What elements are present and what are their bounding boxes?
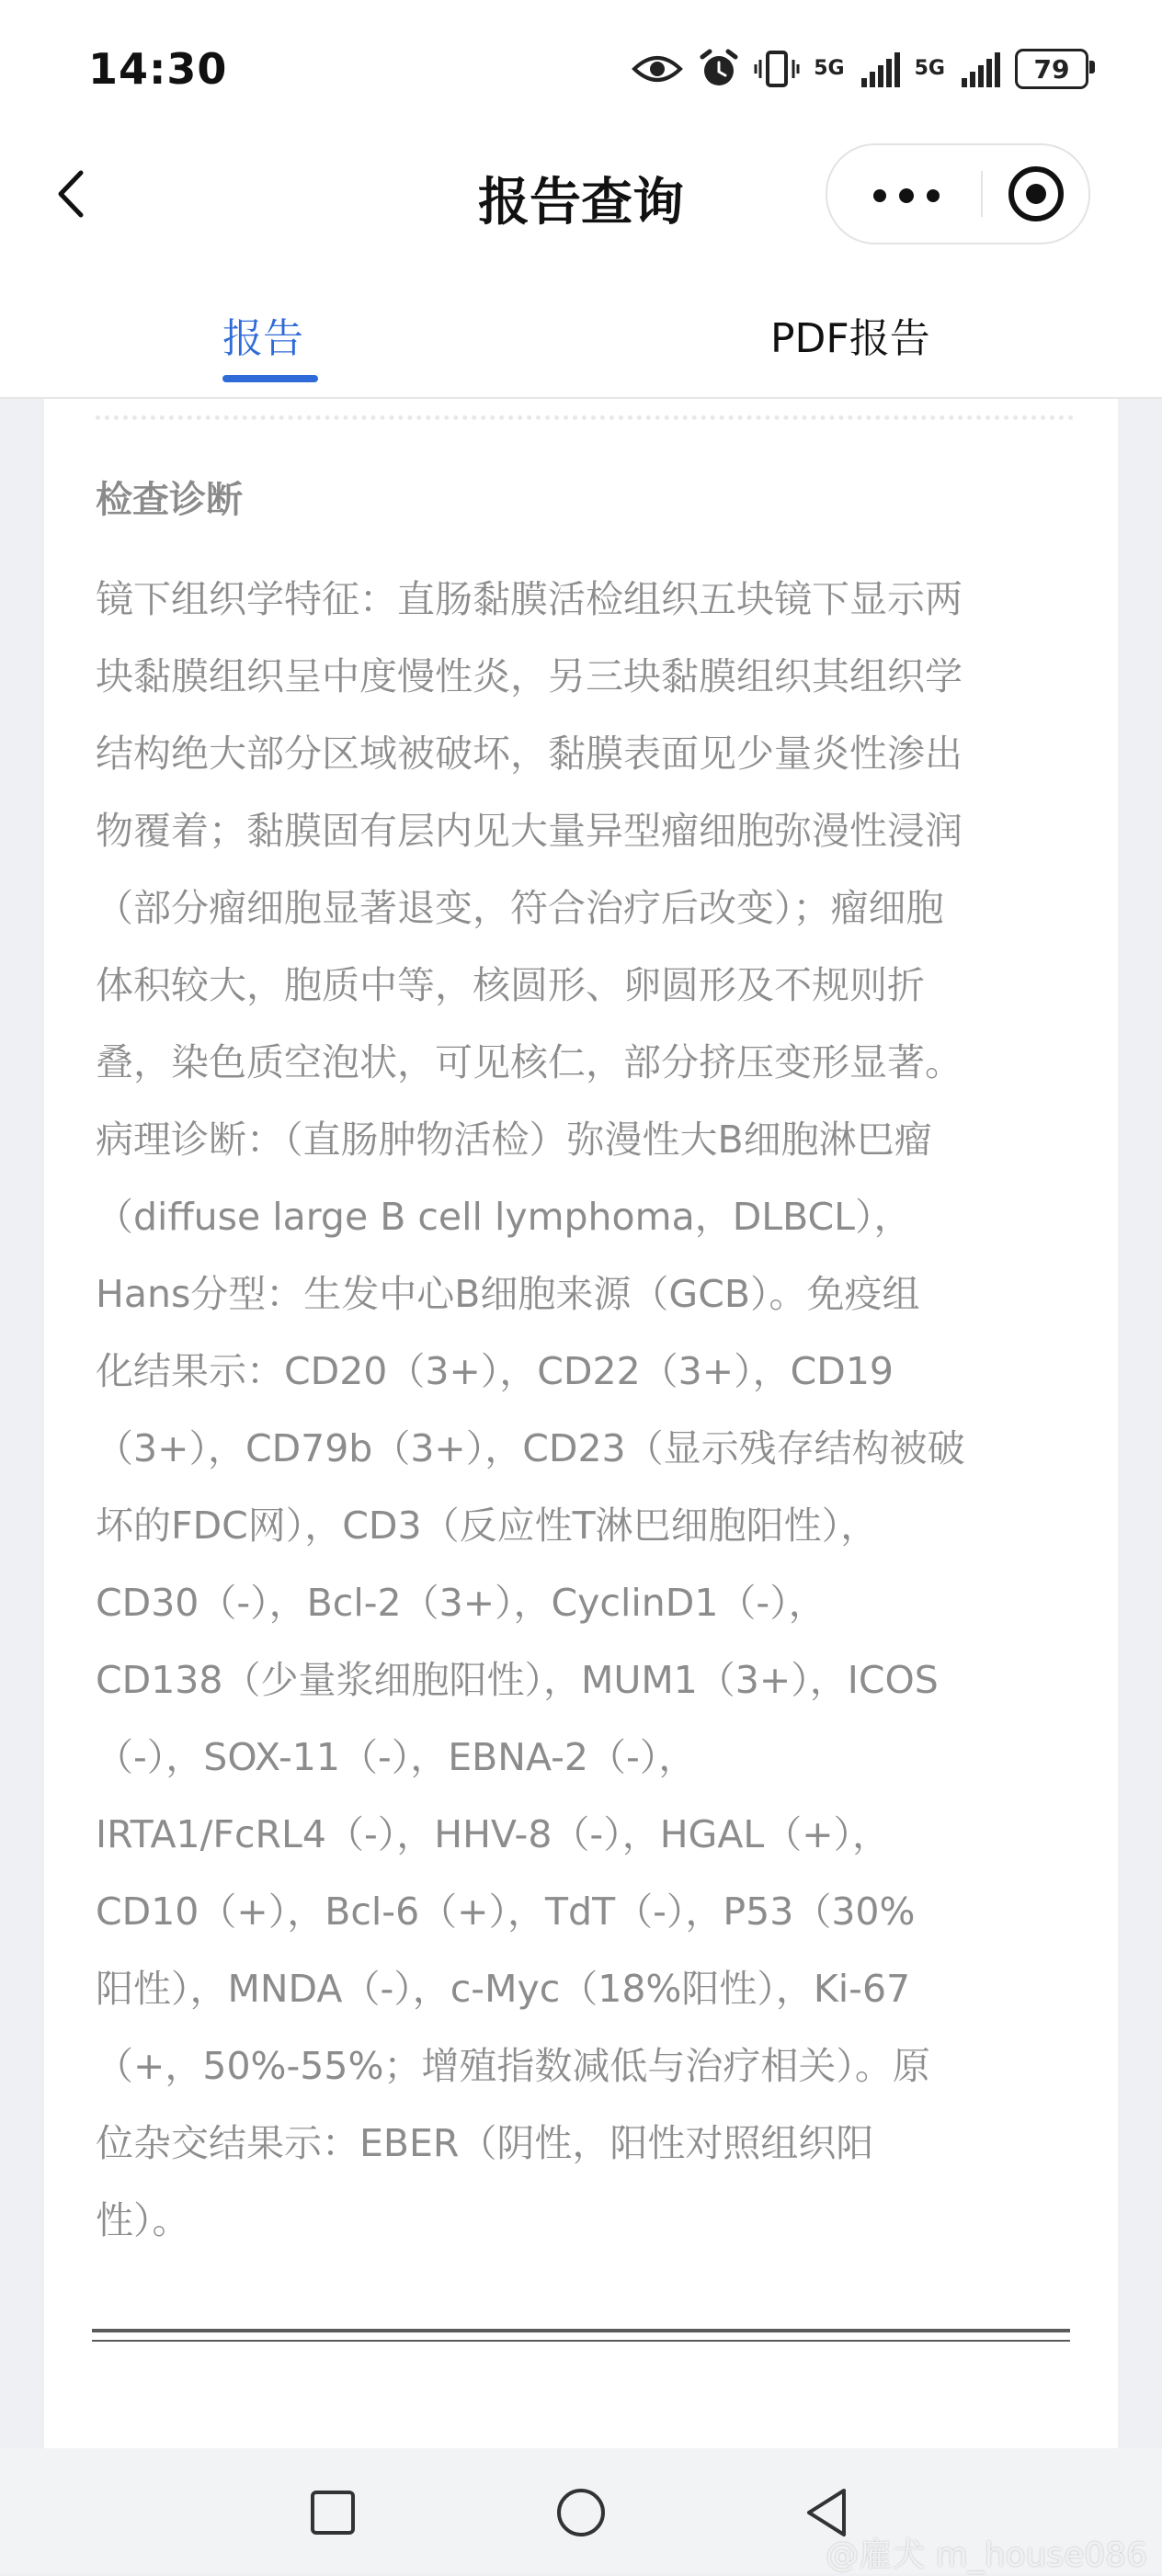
diagnosis-line: （+，50%-55%；增殖指数减低与治疗相关）。原 [96,2044,930,2088]
home-button[interactable] [552,2483,610,2542]
diagnosis-line: CD138（少量浆细胞阳性），MUM1（3+），ICOS [96,1658,939,1702]
eye-icon [632,51,683,87]
diagnosis-line: 阳性），MNDA（-），c-Myc（18%阳性），Ki-67 [96,1967,911,2011]
diagnosis-line: 坏的FDC网），CD3（反应性T淋巴细胞阳性）， [96,1504,879,1548]
close-miniprogram-button[interactable] [985,145,1087,243]
diagnosis-line: 结构绝大部分区域被破坏，黏膜表面见少量炎性渗出 [96,732,963,776]
diagnosis-line: （部分瘤细胞显著退变，符合治疗后改变）；瘤细胞 [96,886,944,930]
diagnosis-line: 体积较大，胞质中等，核圆形、卵圆形及不规则折 [96,963,925,1007]
tab-bar [0,250,1162,399]
diagnosis-line: IRTA1/FcRL4（-），HHV-8（-），HGAL（+）， [96,1812,891,1856]
vibrate-icon [755,49,799,89]
more-button[interactable] [827,145,958,243]
network-type-2: 5G [914,57,945,80]
section-divider-bottom [92,2340,1070,2342]
status-bar [0,0,1162,138]
circle-icon [552,2483,610,2542]
tab-report[interactable]: 报告 [222,315,303,362]
diagnosis-line: （3+），CD79b（3+），CD23（显示残存结构被破 [96,1426,965,1470]
battery-level: 79 [1033,53,1070,85]
diagnosis-text [96,561,1116,2242]
section-title: 检查诊断 [96,479,243,521]
dotted-divider [96,415,1074,420]
title-bar [0,138,1162,250]
network-type-1: 5G [814,57,845,80]
signal-strength-2-icon [962,51,1000,87]
diagnosis-line: 块黏膜组织呈中度慢性炎，另三块黏膜组织其组织学 [96,654,963,698]
diagnosis-line: （diffuse large B cell lymphoma，DLBCL）， [96,1195,912,1239]
diagnosis-line: 叠，染色质空泡状，可见核仁，部分挤压变形显著。 [96,1040,963,1084]
watermark: @雇犬 m_house086 [826,2536,1147,2574]
status-time: 14:30 [88,44,228,94]
report-card [44,399,1118,2448]
square-icon [303,2483,362,2542]
section-divider-top [92,2329,1070,2332]
active-tab-indicator [222,375,318,382]
alarm-clock-icon [698,48,740,90]
capsule-divider [981,171,983,217]
diagnosis-line: 镜下组织学特征：直肠黏膜活检组织五块镜下显示两 [96,577,963,621]
diagnosis-line: 性）。 [96,2198,190,2242]
target-circle-icon [985,145,1087,243]
chevron-left-icon [42,162,107,226]
diagnosis-line: 化结果示：CD20（3+），CD22（3+），CD19 [96,1349,894,1393]
system-nav-bar [0,2448,1162,2573]
recent-apps-button[interactable] [303,2483,362,2542]
page-title: 报告查询 [478,173,684,233]
diagnosis-line: CD30（-），Bcl-2（3+），CyclinD1（-）， [96,1581,826,1625]
diagnosis-line: 病理诊断：（直肠肿物活检）弥漫性大B细胞淋巴瘤 [96,1118,932,1162]
diagnosis-line: 位杂交结果示：EBER（阴性，阳性对照组织阳 [96,2121,874,2165]
diagnosis-line: CD10（+），Bcl-6（+），TdT（-），P53（30% [96,1889,916,1934]
back-button[interactable] [42,162,107,226]
miniprogram-capsule [826,143,1090,244]
tab-pdf-report[interactable]: PDF报告 [770,315,930,362]
signal-strength-1-icon [861,51,900,87]
diagnosis-line: 物覆着；黏膜固有层内见大量异型瘤细胞弥漫性浸润 [96,809,963,853]
diagnosis-line: Hans分型：生发中心B细胞来源（GCB）。免疫组 [96,1272,920,1316]
status-icons [632,48,1088,90]
diagnosis-line: （-），SOX-11（-），EBNA-2（-）， [96,1735,697,1779]
battery-indicator [1015,49,1088,89]
